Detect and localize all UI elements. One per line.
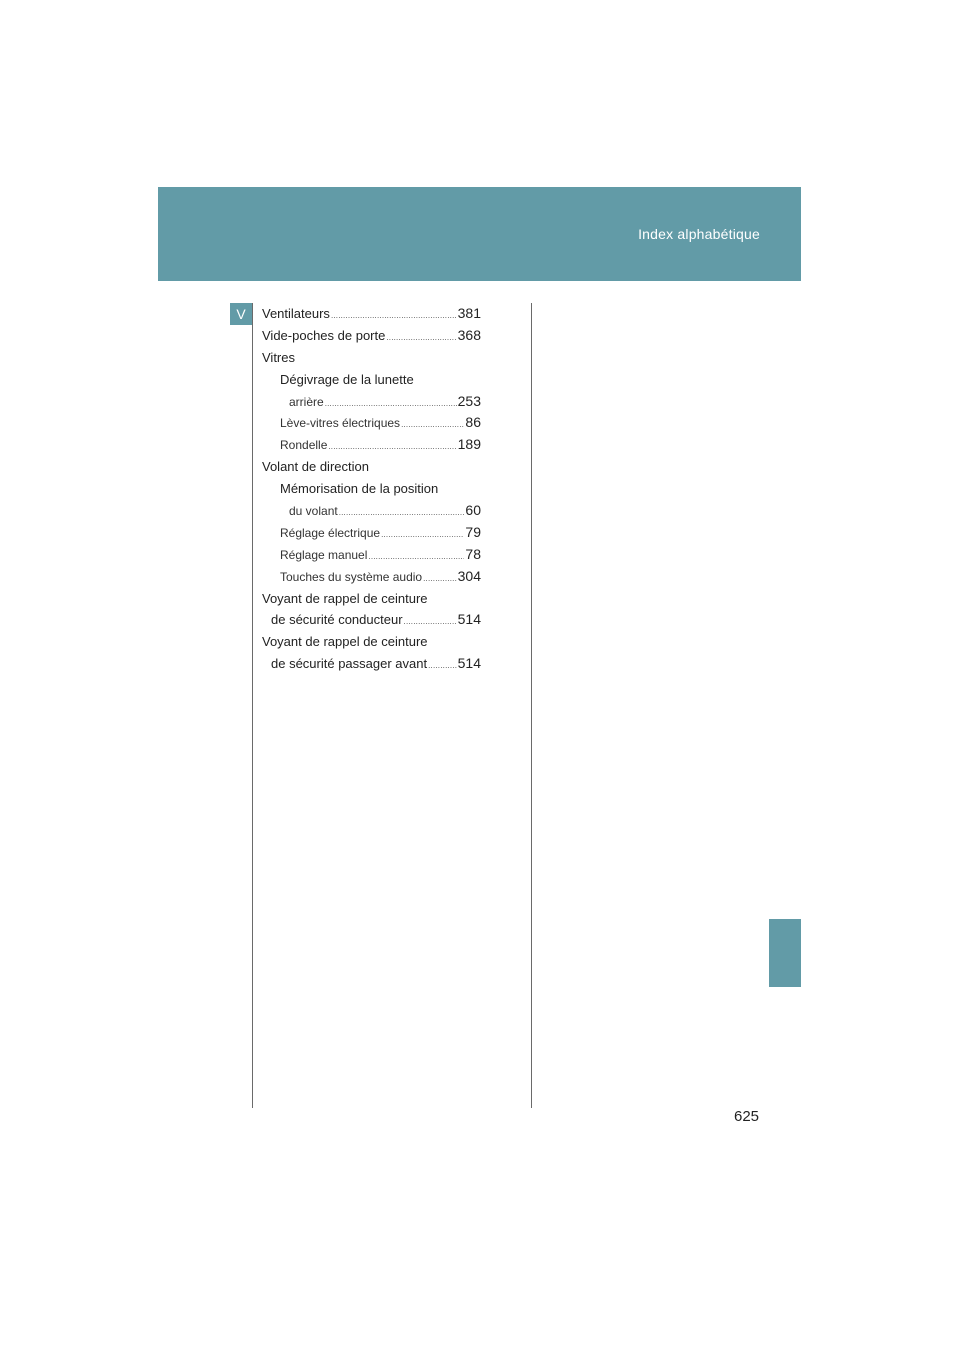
index-subentry	[262, 522, 481, 544]
chapter-tab	[769, 919, 801, 987]
dot-leader	[401, 414, 464, 436]
entry-label: Vitres	[262, 349, 295, 365]
dot-leader	[428, 655, 457, 677]
entry-label: Vide-poches de porte	[262, 327, 386, 343]
index-subentry	[262, 500, 481, 522]
dot-leader	[386, 327, 456, 349]
entry-label: de sécurité passager avant	[271, 656, 428, 672]
index-entry	[262, 456, 481, 478]
entry-label: Dégivrage de la lunette	[280, 371, 414, 387]
section-title: Index alphabétique	[638, 226, 760, 242]
index-entry	[262, 303, 481, 325]
entry-page: 60	[465, 502, 481, 519]
entry-label: de sécurité conducteur	[271, 612, 403, 628]
dot-leader	[328, 436, 456, 458]
entry-page: 253	[457, 392, 481, 409]
index-entry	[262, 631, 481, 653]
index-subentry	[262, 412, 481, 434]
entry-page: 514	[457, 611, 481, 628]
index-subentry	[262, 391, 481, 413]
dot-leader	[423, 568, 457, 590]
dot-leader	[331, 305, 457, 327]
entry-page: 381	[457, 305, 481, 321]
index-letter-marker: V	[230, 303, 252, 325]
column-divider-left	[252, 303, 253, 1108]
dot-leader	[325, 393, 457, 415]
dot-leader	[381, 524, 464, 546]
entry-page: 86	[465, 414, 481, 431]
entry-label: Réglage électrique	[280, 525, 381, 540]
index-subentry	[262, 544, 481, 566]
entry-page: 78	[465, 545, 481, 562]
index-subentry	[262, 478, 481, 500]
index-entry	[262, 347, 481, 369]
dot-leader	[404, 611, 457, 633]
entry-label: Mémorisation de la position	[280, 481, 439, 497]
entry-page: 514	[457, 655, 481, 672]
entry-label: Volant de direction	[262, 459, 369, 475]
entry-label: Voyant de rappel de ceinture	[262, 634, 428, 650]
entry-label: Ventilateurs	[262, 306, 330, 321]
index-entry-continuation	[262, 653, 481, 675]
index-entry	[262, 325, 481, 347]
page-number: 625	[734, 1108, 760, 1125]
entry-page: 189	[457, 436, 481, 453]
index-subentry	[262, 566, 481, 588]
index-list	[262, 303, 481, 675]
entry-label: Voyant de rappel de ceinture	[262, 590, 428, 606]
header-band	[158, 187, 801, 281]
entry-page: 304	[457, 567, 481, 584]
index-subentry	[262, 369, 481, 391]
dot-leader	[368, 546, 464, 568]
entry-label: Rondelle	[280, 438, 328, 453]
entry-label: arrière	[289, 394, 324, 409]
dot-leader	[339, 502, 465, 524]
index-entry-continuation	[262, 609, 481, 631]
index-entry	[262, 588, 481, 610]
entry-label: Touches du système audio	[280, 569, 423, 584]
entry-page: 368	[457, 326, 481, 343]
entry-label: Réglage manuel	[280, 547, 368, 562]
entry-page: 79	[465, 523, 481, 540]
column-divider-right	[531, 303, 532, 1108]
entry-label: du volant	[289, 504, 338, 519]
entry-label: Lève-vitres électriques	[280, 416, 401, 431]
index-subentry	[262, 434, 481, 456]
